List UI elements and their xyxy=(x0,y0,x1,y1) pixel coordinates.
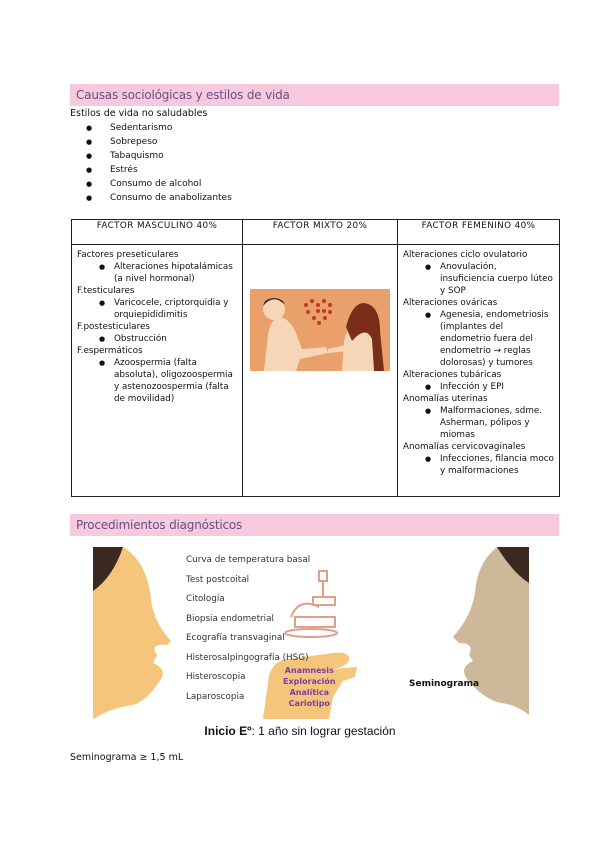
diagnostics-illustration xyxy=(93,547,529,719)
group-label: F.testiculares xyxy=(77,286,135,296)
hand-items xyxy=(283,665,336,709)
list-item: ● Consumo de anabolizantes xyxy=(86,191,232,205)
group-label: F.postesticulares xyxy=(77,322,150,332)
lifestyle-intro: Estilos de vida no saludables xyxy=(70,108,208,119)
list-item: ● Tabaquismo xyxy=(86,149,232,163)
group-label: Factores preseticulares xyxy=(77,250,179,260)
caption-text: : 1 año sin lograr gestación xyxy=(251,724,396,738)
list-item: Test postcoital xyxy=(186,574,250,585)
list-item: Ecografía transvaginal xyxy=(186,633,285,643)
list-item: Curva de temperatura basal xyxy=(186,555,311,565)
hand-item: Exploración xyxy=(283,677,336,686)
mixed-factors-cell xyxy=(243,245,398,497)
section-heading-diagnostics: Procedimientos diagnósticos xyxy=(70,514,559,536)
list-item: Biopsia endometrial xyxy=(186,613,274,624)
list-item: Histerosalpingografía (HSG) xyxy=(186,652,309,663)
seminogram-label: Seminograma xyxy=(409,679,480,689)
list-item: ● Sobrepeso xyxy=(86,135,232,149)
group-label: Anomalías uterinas xyxy=(403,394,488,404)
list-item: ● Obstrucción xyxy=(99,333,237,345)
diagnostics-caption xyxy=(0,724,600,738)
list-item: ● Alteraciones hipotalámicas (a nivel hormonal) xyxy=(99,261,237,285)
list-item: ● Malformaciones, sdme. Asherman, pólipos y miomas xyxy=(425,405,554,441)
list-item: ● Varicocele, criptorquidia y orquiepididimitis xyxy=(99,297,237,321)
hand-item: Anamnesis xyxy=(284,666,334,675)
list-item: Laparoscopia xyxy=(186,691,245,702)
couple-illustration xyxy=(250,289,390,371)
group-label: Alteraciones ciclo ovulatorio xyxy=(403,250,528,260)
list-item: ● Consumo de alcohol xyxy=(86,177,232,191)
hand-item: Analítica xyxy=(289,688,330,697)
header-mixed: FACTOR MIXTO 20% xyxy=(243,220,398,245)
group-label: Anomalías cervicovaginales xyxy=(403,442,526,452)
factors-table xyxy=(71,219,560,497)
footer-note: Seminograma ≥ 1,5 mL xyxy=(70,752,184,763)
list-item: Histeroscopia xyxy=(186,672,246,682)
group-label: Alteraciones ováricas xyxy=(403,298,498,308)
header-female: FACTOR FEMENINO 40% xyxy=(398,220,560,245)
list-item: ● Infección y EPI xyxy=(425,381,554,393)
group-label: F.espermáticos xyxy=(77,346,143,356)
list-item: ● Agenesia, endometriosis (implantes del endometrio fuera del endometrio → reglas dolorosas) y tumores xyxy=(425,309,554,369)
lifestyle-list xyxy=(86,121,232,205)
list-item: ● Estrés xyxy=(86,163,232,177)
female-factors-cell xyxy=(398,245,560,497)
hand-item: Cariotipo xyxy=(288,699,330,708)
list-item: ● Infecciones, filancia moco y malformaciones xyxy=(425,453,554,477)
section-heading-causes: Causas sociológicas y estilos de vida xyxy=(70,84,559,106)
group-label: Alteraciones tubáricas xyxy=(403,370,502,380)
caption-bold: Inicio Eº xyxy=(204,724,252,738)
male-factors-cell xyxy=(72,245,243,497)
list-item: Citología xyxy=(186,594,225,604)
list-item: ● Sedentarismo xyxy=(86,121,232,135)
list-item: ● Azoospermia (falta absoluta), oligozoospermia y astenozoospermia (falta de movilidad) xyxy=(99,357,237,405)
header-male: FACTOR MASCULINO 40% xyxy=(72,220,243,245)
list-item: ● Anovulación, insuficiencia cuerpo lúteo y SOP xyxy=(425,261,554,297)
